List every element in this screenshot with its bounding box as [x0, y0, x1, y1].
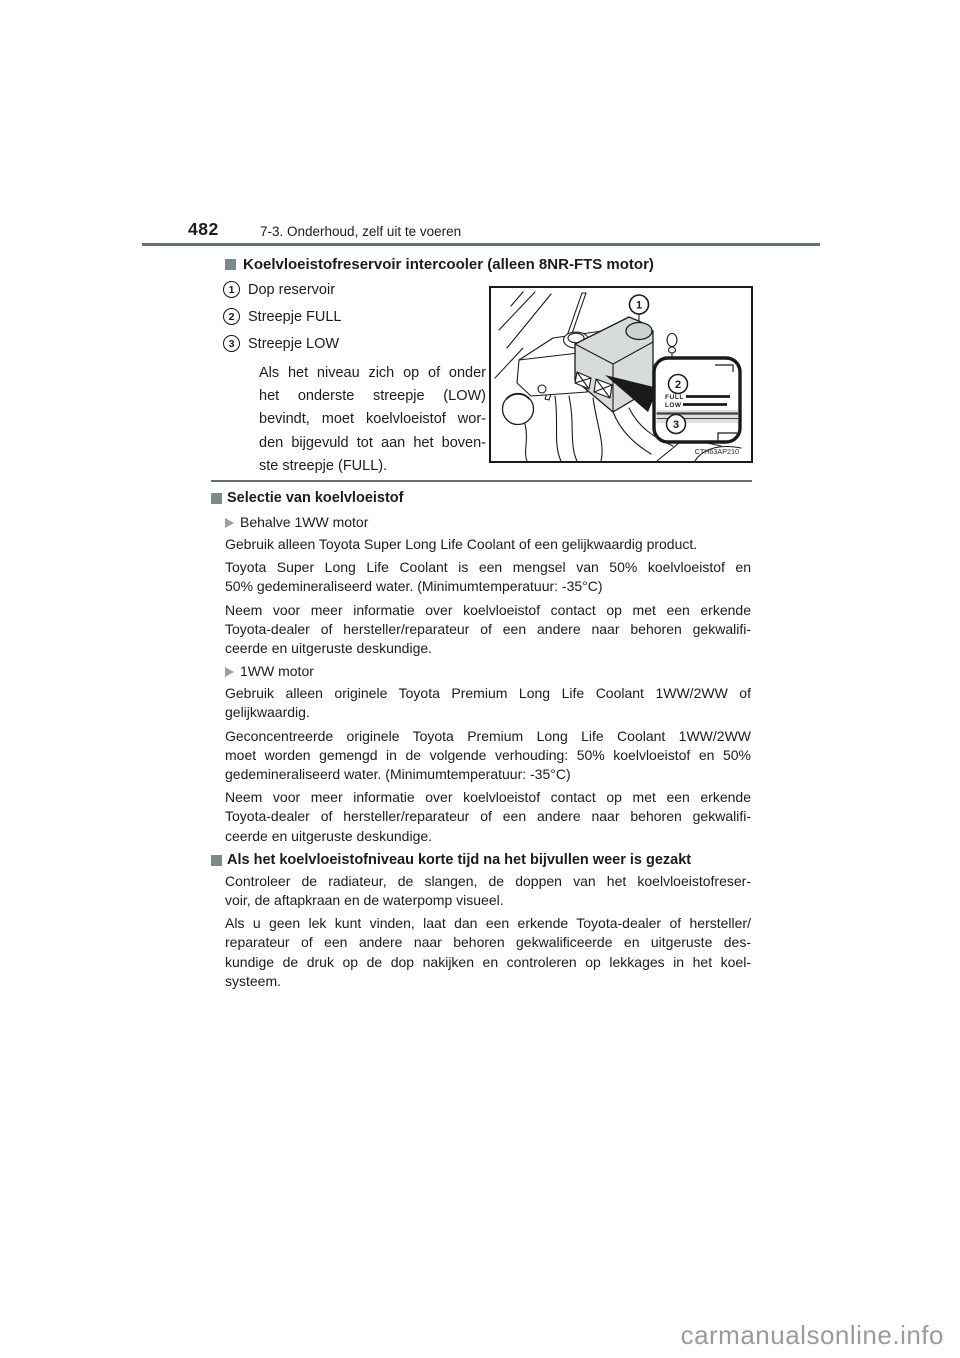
callout-number-badge: 3 [223, 335, 240, 352]
paragraph: Neem voor meer informatie over koelvloeistof contact op met een erkende Toyota-dealer of hersteller/reparateur of een andere naar behoren gekwalifi- ceerde en uitgeruste deskundige. [225, 601, 751, 657]
list-item-label: Dop reservoir [248, 281, 336, 298]
list-item [223, 281, 342, 298]
section3-title: Als het koelvloeistofniveau korte tijd na het bijvullen weer is gezakt [227, 851, 692, 868]
full-label: FULL [665, 394, 685, 401]
section1-title: Koelvloeistofreservoir intercooler (alleen 8NR-FTS motor) [243, 256, 654, 273]
callout-number-badge: 2 [223, 308, 240, 325]
paragraph: Neem voor meer informatie over koelvloeistof contact op met een erkende Toyota-dealer of hersteller/reparateur of een andere naar behoren gekwalifi- ceerde en uitgeruste deskundige. [225, 789, 751, 844]
section-square-icon [225, 259, 236, 270]
figure-callout-3: 3 [672, 419, 680, 431]
paragraph: Als u geen lek kunt vinden, laat dan een erkende Toyota-dealer of hersteller/ reparateur of een andere naar behoren gekwalificeerde en uitgeruste des- kundige de druk op de dop nakijken en controleren op lekkages in het koel- systeem. [225, 915, 751, 989]
main-text-column [225, 491, 751, 995]
section-square-icon [211, 855, 222, 866]
engine-variant-marker [225, 664, 751, 679]
engine-bay-illustration [489, 286, 754, 464]
variant-label: Behalve 1WW motor [240, 514, 369, 530]
list-item [223, 308, 342, 325]
reservoir-diagram [489, 286, 754, 464]
paragraph: Toyota Super Long Life Coolant is een mengsel van 50% koelvloeistof en 50% gedemineraliseerd water. (Minimumtemperatuur: -35°C) [225, 559, 751, 595]
paragraph: Controleer de radiateur, de slangen, de doppen van het koelvloeistofreser- voir, de aftapkraan en de waterpomp visueel. [225, 872, 751, 909]
figure-code: CTH63AP210 [694, 447, 739, 456]
triangle-marker-icon [225, 518, 234, 528]
list-item-label: Streepje LOW [248, 335, 340, 352]
variant-label: 1WW motor [240, 663, 314, 680]
section-breadcrumb: 7-3. Onderhoud, zelf uit te voeren [260, 224, 462, 239]
section2-heading [211, 491, 751, 506]
section2-title: Selectie van koelvloeistof [227, 490, 404, 506]
section-divider [211, 480, 752, 482]
page-number: 482 [188, 219, 219, 239]
list-item [223, 335, 342, 352]
section3-heading [211, 853, 751, 868]
section-square-icon [211, 493, 222, 504]
header-divider [142, 243, 820, 246]
section1-heading [225, 256, 654, 273]
low-label: LOW [665, 402, 682, 409]
callout-number-badge: 1 [223, 281, 240, 298]
callout-legend [223, 281, 342, 362]
level-instruction-paragraph: Als het niveau zich op of onder het onderste streepje (LOW) bevindt, moet koelvloeistof wor- den bijgevuld tot aan het boven- ste streepje (FULL). [259, 365, 486, 474]
figure-callout-1: 1 [635, 299, 643, 312]
paragraph: Gebruik alleen Toyota Super Long Life Coolant of een gelijkwaardig product. [225, 536, 698, 552]
paragraph: Geconcentreerde originele Toyota Premium Long Life Coolant 1WW/2WW moet worden gemengd in de volgende verhouding: 50% koelvloeistof en 50% gedemineraliseerd water. (Minimumtemperatuur: -35°C) [225, 727, 751, 783]
paragraph: Gebruik alleen originele Toyota Premium Long Life Coolant 1WW/2WW of gelijkwaardig. [225, 685, 751, 721]
engine-variant-marker [225, 515, 751, 530]
triangle-marker-icon [225, 667, 234, 677]
figure-callout-2: 2 [674, 379, 682, 391]
list-item-label: Streepje FULL [248, 308, 342, 325]
watermark: carmanualsonline.info [680, 1320, 944, 1350]
